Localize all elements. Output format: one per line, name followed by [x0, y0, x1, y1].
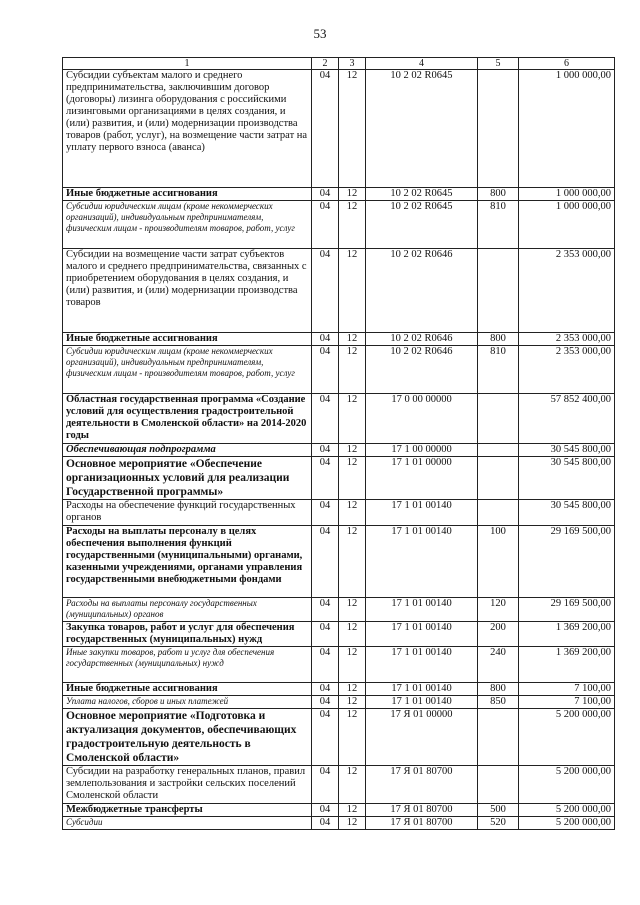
row-section: 04 — [312, 526, 339, 598]
row-section: 04 — [312, 249, 339, 333]
column-header: 2 — [312, 58, 339, 70]
table-row — [63, 394, 615, 444]
row-amount: 30 545 800,00 — [519, 500, 615, 526]
table-row — [63, 500, 615, 526]
row-amount: 30 545 800,00 — [519, 444, 615, 457]
row-section: 04 — [312, 333, 339, 346]
row-subsection: 12 — [339, 201, 366, 249]
table-row — [63, 622, 615, 647]
row-target-code: 17 Я 01 80700 — [366, 804, 478, 817]
row-name: Расходы на выплаты персоналу в целях обеспечения выполнения функций государственными (муниципальными) органами, казенными учреждениями, органами управления государственными внебюджетными фондами — [63, 526, 312, 598]
table-row — [63, 201, 615, 249]
row-target-code: 17 1 01 00140 — [366, 696, 478, 709]
row-expense-type: 520 — [478, 817, 519, 830]
table-row — [63, 709, 615, 766]
row-target-code: 17 Я 01 80700 — [366, 817, 478, 830]
row-section: 04 — [312, 696, 339, 709]
table-row — [63, 766, 615, 804]
row-target-code: 17 1 01 00140 — [366, 500, 478, 526]
table-row — [63, 683, 615, 696]
row-name: Субсидии юридическим лицам (кроме некоммерческих организаций), индивидуальным предпринимателям, физическим лицам - производителям товаров, работ, услуг — [63, 346, 312, 394]
row-subsection: 12 — [339, 444, 366, 457]
row-amount: 30 545 800,00 — [519, 457, 615, 500]
row-amount: 5 200 000,00 — [519, 709, 615, 766]
row-expense-type: 120 — [478, 598, 519, 622]
row-amount: 1 000 000,00 — [519, 70, 615, 188]
row-target-code: 17 1 01 00140 — [366, 598, 478, 622]
row-name: Областная государственная программа «Создание условий для осуществления градостроительной деятельности в Смоленской области» на 2014-2020 годы — [63, 394, 312, 444]
row-subsection: 12 — [339, 817, 366, 830]
row-name: Иные бюджетные ассигнования — [63, 333, 312, 346]
column-header: 3 — [339, 58, 366, 70]
row-amount: 1 000 000,00 — [519, 188, 615, 201]
row-expense-type: 810 — [478, 346, 519, 394]
row-section: 04 — [312, 70, 339, 188]
row-expense-type: 240 — [478, 647, 519, 683]
table-row — [63, 333, 615, 346]
page-number: 53 — [313, 26, 327, 41]
row-target-code: 17 1 01 00000 — [366, 457, 478, 500]
row-expense-type — [478, 500, 519, 526]
row-subsection: 12 — [339, 346, 366, 394]
table-row — [63, 70, 615, 188]
row-amount: 7 100,00 — [519, 696, 615, 709]
table-row — [63, 804, 615, 817]
column-header: 1 — [63, 58, 312, 70]
table-row — [63, 249, 615, 333]
row-section: 04 — [312, 709, 339, 766]
row-section: 04 — [312, 647, 339, 683]
row-amount: 29 169 500,00 — [519, 598, 615, 622]
row-subsection: 12 — [339, 696, 366, 709]
row-subsection: 12 — [339, 526, 366, 598]
row-amount: 5 200 000,00 — [519, 804, 615, 817]
row-expense-type — [478, 394, 519, 444]
row-name: Уплата налогов, сборов и иных платежей — [63, 696, 312, 709]
row-section: 04 — [312, 804, 339, 817]
row-name: Расходы на выплаты персоналу государственных (муниципальных) органов — [63, 598, 312, 622]
row-amount: 5 200 000,00 — [519, 817, 615, 830]
row-target-code: 10 2 02 R0646 — [366, 346, 478, 394]
row-expense-type: 850 — [478, 696, 519, 709]
row-target-code: 10 2 02 R0645 — [366, 70, 478, 188]
table-body — [63, 70, 615, 830]
row-subsection: 12 — [339, 598, 366, 622]
row-expense-type: 810 — [478, 201, 519, 249]
row-expense-type — [478, 249, 519, 333]
row-expense-type: 100 — [478, 526, 519, 598]
row-amount: 1 369 200,00 — [519, 647, 615, 683]
row-name: Субсидии юридическим лицам (кроме некоммерческих организаций), индивидуальным предпринимателям, физическим лицам - производителям товаров, работ, услуг — [63, 201, 312, 249]
row-subsection: 12 — [339, 249, 366, 333]
row-subsection: 12 — [339, 647, 366, 683]
row-amount: 5 200 000,00 — [519, 766, 615, 804]
row-section: 04 — [312, 817, 339, 830]
table-row — [63, 526, 615, 598]
row-section: 04 — [312, 622, 339, 647]
budget-table — [62, 57, 615, 830]
row-name: Закупка товаров, работ и услуг для обеспечения государственных (муниципальных) нужд — [63, 622, 312, 647]
row-expense-type: 800 — [478, 333, 519, 346]
row-amount: 2 353 000,00 — [519, 249, 615, 333]
row-name: Расходы на обеспечение функций государственных органов — [63, 500, 312, 526]
row-section: 04 — [312, 188, 339, 201]
row-name: Субсидии субъектам малого и среднего предпринимательства, заключившим договор (договоры) лизинга оборудования с российскими лизинговыми организациями в целях создания, и (или) развития, и (или) модернизации производства товаров (работ, услуг), на возмещение части затрат на уплату первого взноса (аванса) — [63, 70, 312, 188]
row-subsection: 12 — [339, 683, 366, 696]
row-subsection: 12 — [339, 622, 366, 647]
row-expense-type — [478, 766, 519, 804]
row-amount: 1 000 000,00 — [519, 201, 615, 249]
row-name: Субсидии на возмещение части затрат субъектов малого и среднего предпринимательства, связанных с приобретением оборудования в целях создания, и (или) развития, и (или) модернизации производства товаров — [63, 249, 312, 333]
row-subsection: 12 — [339, 333, 366, 346]
row-section: 04 — [312, 500, 339, 526]
row-amount: 29 169 500,00 — [519, 526, 615, 598]
row-amount: 1 369 200,00 — [519, 622, 615, 647]
row-expense-type: 800 — [478, 188, 519, 201]
column-header: 4 — [366, 58, 478, 70]
table-row — [63, 188, 615, 201]
table-row — [63, 444, 615, 457]
row-expense-type — [478, 457, 519, 500]
row-expense-type: 200 — [478, 622, 519, 647]
row-target-code: 10 2 02 R0645 — [366, 188, 478, 201]
table-row — [63, 598, 615, 622]
row-section: 04 — [312, 394, 339, 444]
row-target-code: 17 1 01 00140 — [366, 526, 478, 598]
row-subsection: 12 — [339, 457, 366, 500]
row-section: 04 — [312, 457, 339, 500]
row-amount: 2 353 000,00 — [519, 333, 615, 346]
row-target-code: 10 2 02 R0645 — [366, 201, 478, 249]
row-amount: 2 353 000,00 — [519, 346, 615, 394]
row-amount: 57 852 400,00 — [519, 394, 615, 444]
row-subsection: 12 — [339, 804, 366, 817]
table-row — [63, 696, 615, 709]
row-target-code: 17 1 00 00000 — [366, 444, 478, 457]
row-expense-type — [478, 709, 519, 766]
row-target-code: 17 1 01 00140 — [366, 647, 478, 683]
row-subsection: 12 — [339, 394, 366, 444]
row-amount: 7 100,00 — [519, 683, 615, 696]
row-target-code: 10 2 02 R0646 — [366, 249, 478, 333]
table-row — [63, 346, 615, 394]
row-name: Межбюджетные трансферты — [63, 804, 312, 817]
row-subsection: 12 — [339, 500, 366, 526]
row-target-code: 17 1 01 00140 — [366, 622, 478, 647]
row-section: 04 — [312, 598, 339, 622]
table-row — [63, 817, 615, 830]
row-subsection: 12 — [339, 709, 366, 766]
row-section: 04 — [312, 683, 339, 696]
row-section: 04 — [312, 346, 339, 394]
row-subsection: 12 — [339, 188, 366, 201]
row-subsection: 12 — [339, 766, 366, 804]
column-header: 6 — [519, 58, 615, 70]
row-target-code: 10 2 02 R0646 — [366, 333, 478, 346]
row-name: Иные закупки товаров, работ и услуг для обеспечения государственных (муниципальных) нужд — [63, 647, 312, 683]
row-expense-type: 800 — [478, 683, 519, 696]
row-name: Субсидии на разработку генеральных планов, правил землепользования и застройки сельских поселений Смоленской области — [63, 766, 312, 804]
row-target-code: 17 0 00 00000 — [366, 394, 478, 444]
row-expense-type — [478, 444, 519, 457]
row-name: Иные бюджетные ассигнования — [63, 683, 312, 696]
row-name: Основное мероприятие «Подготовка и актуализация документов, обеспечивающих градостроительную деятельность в Смоленской области» — [63, 709, 312, 766]
row-section: 04 — [312, 444, 339, 457]
column-header: 5 — [478, 58, 519, 70]
row-name: Субсидии — [63, 817, 312, 830]
row-target-code: 17 Я 01 00000 — [366, 709, 478, 766]
table-row — [63, 647, 615, 683]
row-target-code: 17 1 01 00140 — [366, 683, 478, 696]
row-expense-type: 500 — [478, 804, 519, 817]
row-section: 04 — [312, 766, 339, 804]
row-name: Основное мероприятие «Обеспечение организационных условий для реализации Государственной программы» — [63, 457, 312, 500]
row-section: 04 — [312, 201, 339, 249]
row-name: Иные бюджетные ассигнования — [63, 188, 312, 201]
row-name: Обеспечивающая подпрограмма — [63, 444, 312, 457]
table-row — [63, 457, 615, 500]
row-expense-type — [478, 70, 519, 188]
header-row — [63, 58, 615, 70]
row-subsection: 12 — [339, 70, 366, 188]
row-target-code: 17 Я 01 80700 — [366, 766, 478, 804]
